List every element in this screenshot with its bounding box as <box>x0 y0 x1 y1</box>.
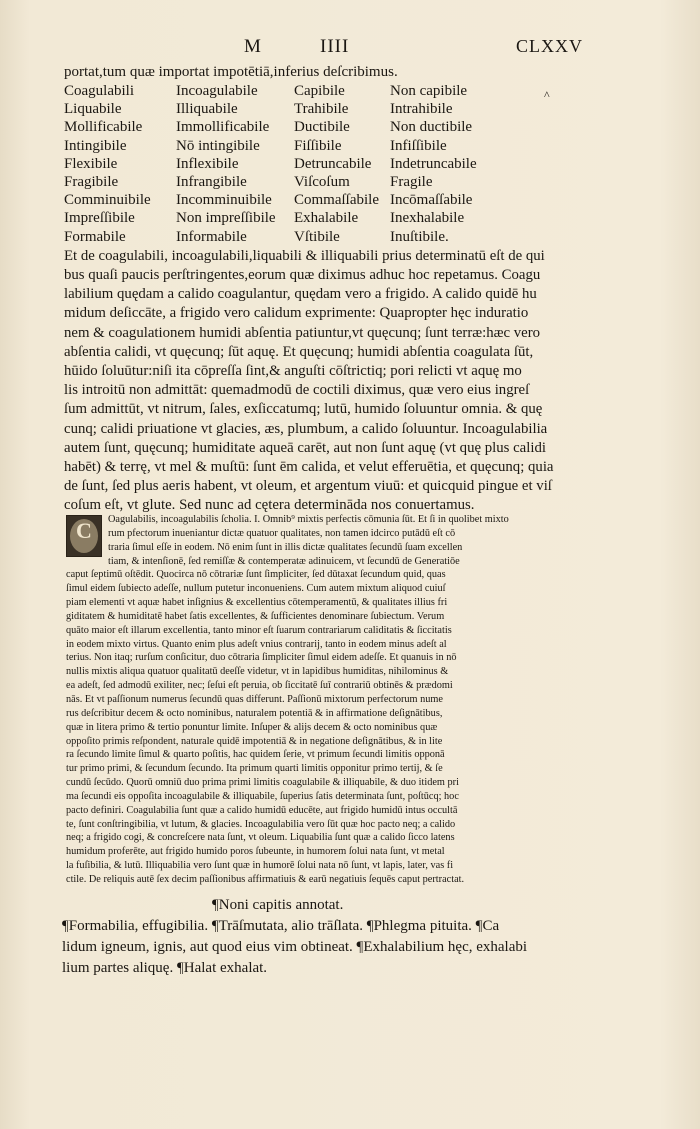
term-cell: Viſcoſum <box>294 174 350 191</box>
commentary-line: ma ſecundi eis oppoſita incoagulabile & illiquabile, ſuperius ſatis determinata ſunt, poſtūcq; hoc <box>66 790 459 802</box>
commentary-line: quāto maior eſt illarum excellentia, tanto minor eſt ſuarum contrariarum caliditatis & ſiccitatis <box>66 624 452 636</box>
paragraph-line: lis introitū non admittāt: quemadmodū de coctili diximus, quæ vero eius ingreſ <box>64 382 530 399</box>
term-cell: Liquabile <box>64 101 122 118</box>
commentary-line: tiam, & intenſionē, ſed remiſſæ & contemperatæ adinuicem, vt ſecundū de Generatiōe <box>108 555 460 567</box>
paragraph-line: midum deſiccāte, a frigido vero calidum exprimente: Quapropter hęc induratio <box>64 305 529 322</box>
terms-row <box>64 209 477 227</box>
commentary-line: te, ſunt conſtringibilia, vt lutum, & glacies. Incoagulabilia vero ſūt quæ hoc pacto neq; a calido <box>66 818 456 830</box>
terms-row <box>64 100 477 118</box>
paragraph-line: bus quaſi paucis perſtringentes,eorum quæ diximus adhuc hoc repetamus. Coagu <box>64 267 541 284</box>
term-cell: Vſtibile <box>294 228 340 245</box>
annotation-line: lidum igneum, ignis, aut quod eius vim obtineat. ¶Exhalabilium hęc, exhalabi <box>62 939 528 955</box>
commentary-line: oppoſito primis reſpondent, naturale quidē impotentiā & in negatione deſignātibus, & in lite <box>66 735 443 747</box>
commentary-line: giditatem & humiditatē habet ſatis excellentes, & ſufficientes denominare ſubiectum. Verum <box>66 610 445 622</box>
folio-number: CLXXV <box>516 36 583 56</box>
term-cell: Infrangibile <box>176 174 247 191</box>
term-cell: Incoagulabile <box>176 83 258 99</box>
term-cell: Illiquabile <box>176 101 238 118</box>
terms-table <box>64 82 477 246</box>
term-cell: Impreſſibile <box>64 210 135 227</box>
paragraph-line: de ſunt, ſed plus aeris habent, vt oleum, et argentum viuū: et quicquid pingue et viſ <box>64 478 552 495</box>
terms-row <box>64 228 477 246</box>
term-cell: Fragile <box>390 174 433 191</box>
term-cell: Inflexibile <box>176 155 239 172</box>
commentary-line: in eodem mixto virtus. Quanto enim plus adeſt vnius contrarij, tanto in eodem minus adeſt al <box>66 638 447 650</box>
term-cell: Informabile <box>176 228 247 245</box>
commentary-line: nullis mixtis aliqua quatuor qualitatū deeſſe videtur, vt in lapidibus humiditas, nihilominus & <box>66 666 449 678</box>
term-cell: Intingibile <box>64 137 127 154</box>
term-cell: Formabile <box>64 228 126 245</box>
paragraph-line: autem ſunt, quęcunq; humiditate aqueā carēt, aut non ſunt aquę (vt quę plus calidi <box>64 439 546 456</box>
commentary-line: cundū ſecūdo. Quorū omniū duo prima primi limitis coagulabile & illiquabile, & duo itidem pri <box>66 777 459 789</box>
commentary-line: tur primo primi, & ſecundum ſecundo. Ita primum quarti limitis opponitur primo tertij, & ſe <box>66 763 443 775</box>
commentary-line: ſimul eidem ſubiecto adeſſe, nullum putetur inconueniens. Cum autem mixtum aliquod cuiuſ <box>66 583 446 595</box>
commentary-line: quæ in litera primo & tertio ponuntur limite. Inſuper & alijs decem & octo nominibus quæ <box>66 721 438 733</box>
commentary-line: Oagulabilis, incoagulabilis ſcholia. I. Omnib⁹ mixtis perfectis cōmunia ſūt. Et ſi in quolibet mixto <box>108 514 509 525</box>
term-cell: Ductibile <box>294 119 350 136</box>
term-cell: Exhalabile <box>294 210 359 227</box>
commentary-line: pacto definiri. Coagulabilia ſunt quæ a calido humidū educēte, aut frigido humidū intus occultā <box>66 804 458 816</box>
commentary-line: caput ſeptimū oſtēdit. Quocirca nō cōtrariæ ſunt ſimpliciter, ſed dūtaxat ſecundum quid, quas <box>66 569 446 581</box>
term-cell: Commaſſabile <box>294 192 379 209</box>
annotation-line: ¶Formabilia, effugibilia. ¶Trāſmutata, alio trāſlata. ¶Phlegma pituita. ¶Ca <box>62 918 500 934</box>
term-cell: Inexhalabile <box>390 210 465 227</box>
terms-row <box>64 137 477 155</box>
intro-line: portat,tum quæ importat impotētiā,inferius deſcribimus. <box>64 64 398 80</box>
paragraph-line: labilium quędam a calido coagulantur, quędam vero a frigido. A calido quidē hu <box>64 286 537 303</box>
term-cell: Trahibile <box>294 101 349 118</box>
paragraph-line: hūido ſoluūtur:niſi ita cōpreſſa ſint,& anguſti cōſtrictiq; pori relicti vt aquę mo <box>64 363 522 380</box>
term-cell: Immollificabile <box>176 119 270 136</box>
term-cell: Flexibile <box>64 155 118 172</box>
term-cell: Inuſtibile. <box>390 228 449 245</box>
commentary-line: neq; a frigido cogi, & concreſcere nata ſunt, vt oleum. Liquabilia ſunt quæ a calido ſicco latens <box>66 832 455 844</box>
paragraph-line: habēt) & terrę, vt mel & muſtū: ſunt ēm calida, et velut efferuētia, et quęcunq; quia <box>64 459 554 476</box>
annotation-line: lium partes aliquę. ¶Halat exhalat. <box>62 960 268 976</box>
annotations-block <box>62 895 632 979</box>
term-cell: Fragibile <box>64 174 119 191</box>
terms-row <box>64 82 477 100</box>
commentary-line: ctile. De reliquis autē ſex decim paſſionibus affirmatiuis & earū negatiuis ſequēs caput pertractat. <box>66 873 465 885</box>
term-cell: Non capibile <box>390 83 468 99</box>
main-text-block <box>64 62 624 516</box>
term-cell: Incomminuibile <box>176 192 272 209</box>
term-cell: Comminuibile <box>64 192 151 209</box>
commentary-line: humidum proferēte, aut frigido humido poros ſubeunte, in humorem ſolui nata ſunt, vt metal <box>66 846 445 858</box>
paragraph-line: abſentia calidi, vt quęcunq; ſūt aquę. Et quęcunq; humidi abſentia coagulata ſūt, <box>64 343 534 360</box>
terms-row <box>64 155 477 173</box>
commentary-line: traria ſimul eſſe in eodem. Nō enim ſunt in illis dictæ qualitates ſecundū ſuam excellen <box>108 541 463 553</box>
term-cell: Nō intingibile <box>176 137 260 154</box>
commentary-line: la fuſibilia, & lutū. Illiquabilia vero ſunt quæ in humorē ſolui nata nō ſunt, vt lapis, later, vas fi <box>66 860 454 872</box>
term-cell: Non impreſſibile <box>176 210 276 227</box>
term-cell: Detruncabile <box>294 155 372 172</box>
term-cell: Capibile <box>294 83 345 99</box>
term-cell: Incōmaſſabile <box>390 192 473 209</box>
terms-row <box>64 173 477 191</box>
term-cell: Intrahibile <box>390 101 453 118</box>
gathering-number: IIII <box>320 36 350 57</box>
commentary-line: piam elementi vt aquæ habet inſignius & excellentius cōtemperamentū, & qualitates illius fri <box>66 597 448 609</box>
term-cell: Infiſſibile <box>390 137 447 154</box>
term-cell: Indetruncabile <box>390 155 477 172</box>
commentary-line: rum pfectorum inueniantur dictæ quatuor qualitates, non tamen idcirco putādū eſt cō <box>108 527 456 539</box>
main-paragraph <box>64 247 624 516</box>
term-cell: Coagulabili <box>64 83 134 99</box>
term-cell: Fiſſibile <box>294 137 342 154</box>
commentary-line: ea adeſt, ſed admodū exiliter, nec; ſeſui eſt peruia, ob ſiccitatē ſuī contrariū obtinēs & prædomi <box>66 680 453 692</box>
paragraph-line: coſum eſt, vt glute. Sed nunc ad cętera determināda nos conuertamus. <box>64 497 475 514</box>
terms-row <box>64 118 477 136</box>
annotations-title: ¶Noni capitis annotat. <box>212 897 344 913</box>
initial-letter: C <box>76 518 92 543</box>
paragraph-line: nem & coagulationem humidi abſentia patiuntur,vt quęcunq; ſunt terræ:hæc vero <box>64 324 541 341</box>
commentary-line: ra ſecundo limite ſimul & quarto poſitis, hac quidem ſerie, vt primum ſecundi limitis opponā <box>66 749 445 761</box>
decorated-initial <box>66 515 102 557</box>
signature-mark: M <box>244 36 262 57</box>
commentary-line: terius. Non itaq; rurſum conſicitur, duo cōtraria ſimpliciter ſimul eidem adeſſe. Et quanuis in nō <box>66 652 457 664</box>
paragraph-line: cunq; calidi priuatione vt glacies, æs, plumbum, a calido ſoluuntur. Incoagulabilia <box>64 420 548 437</box>
commentary-line: rus deſcribitur decem & octo nominibus, naturalem potentiā & in affirmatione deſignātibus, <box>66 707 443 719</box>
paragraph-line: ſum admittūt, vt nitrum, ſales, exſiccatumq; lutū, humido ſoluuntur omnia. & quę <box>64 401 543 418</box>
margin-mark: ^ <box>544 88 550 102</box>
paragraph-line: Et de coagulabili, incoagulabili,liquabili & illiquabili prius determinatū eſt de qui <box>64 247 545 264</box>
term-cell: Non ductibile <box>390 119 473 136</box>
commentary-line: nās. Et vt paſſionum numerus ſecundū quas differunt. Paſſionū mixtorum perfectorum nume <box>66 693 444 705</box>
commentary-block <box>66 513 626 887</box>
terms-row <box>64 191 477 209</box>
term-cell: Mollificabile <box>64 119 143 136</box>
